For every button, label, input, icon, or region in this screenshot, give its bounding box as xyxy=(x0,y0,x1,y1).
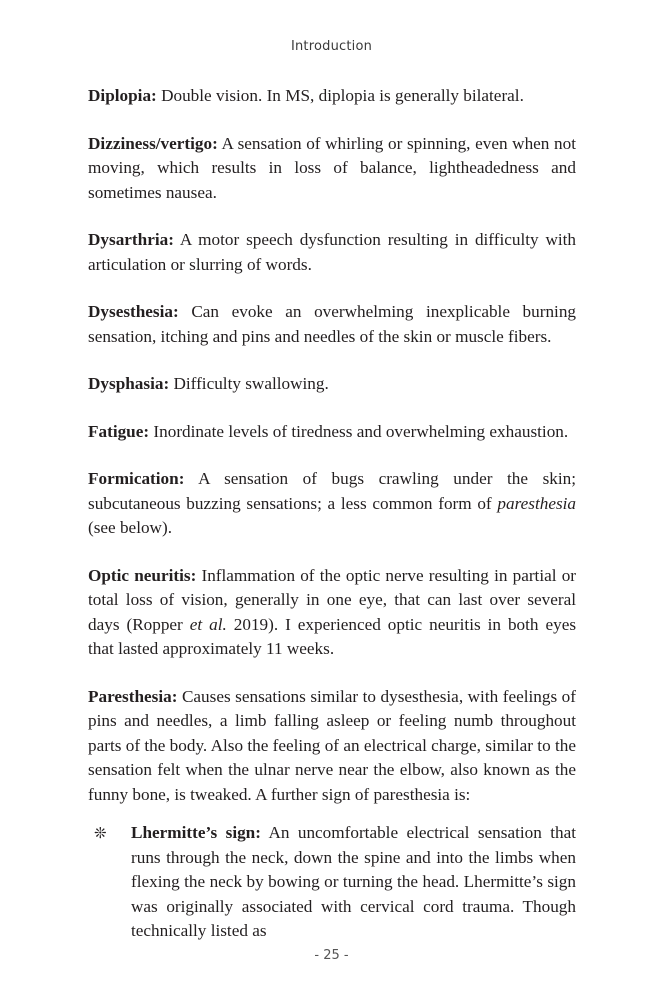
entry-definition: Inordinate levels of tiredness and overwhelming exhaustion. xyxy=(153,421,569,441)
glossary-entry-paresthesia xyxy=(88,685,576,808)
page-number: - 25 - xyxy=(314,948,349,963)
entry-definition: Can evoke an overwhelming inexplicable burning sensation, itching and pins and needles of the skin or muscle fibers. xyxy=(88,302,577,346)
entry-term: Formication: xyxy=(88,469,185,488)
entry-term: Dysesthesia: xyxy=(88,302,179,321)
entry-definition-emphasis: paresthesia xyxy=(497,493,577,513)
entry-term: Paresthesia: xyxy=(88,686,178,706)
entry-definition-end: (see below). xyxy=(88,518,172,537)
entry-term: Fatigue: xyxy=(88,421,150,441)
entry-definition: A motor speech dysfunction resulting in difficulty with articulation or slurring of words. xyxy=(88,230,577,274)
asterisk-flower-icon: ❊ xyxy=(94,824,107,842)
glossary-entry-dizziness xyxy=(88,132,576,206)
bullet-list xyxy=(88,821,576,944)
entry-term: Diplopia: xyxy=(88,86,157,105)
entry-definition-emphasis: et al. xyxy=(189,614,227,634)
glossary-entry-fatigue xyxy=(88,420,576,445)
glossary-entry-diplopia xyxy=(88,84,576,109)
entry-definition: Causes sensations similar to dysesthesia, with feelings of pins and needles, a limb falling asleep or feeling numb throughout parts of the body. Also the feeling of an electrical charge, similar to the sensation felt when the ulnar nerve near the elbow, also known as the funny bone, is tweaked. A further sign of paresthesia is: xyxy=(88,686,576,804)
glossary-entry-dysesthesia xyxy=(88,300,576,349)
entry-definition-start: A sensation of bugs crawling under the skin; subcutaneous buzzing sensations; a less common form of xyxy=(88,469,577,513)
glossary-entry-formication xyxy=(88,467,576,541)
bullet-term: Lhermitte’s sign: xyxy=(131,823,261,842)
entry-definition-end: 2019). I experienced optic neuritis in both eyes that lasted approximately 11 weeks. xyxy=(88,614,577,658)
entry-term: Dysarthria: xyxy=(88,230,174,249)
entry-term: Optic neuritis: xyxy=(88,565,197,585)
entry-term: Dizziness/vertigo: xyxy=(88,133,218,153)
list-item xyxy=(88,821,576,944)
running-head: Introduction xyxy=(290,39,373,54)
entry-term: Dysphasia: xyxy=(88,374,170,393)
page-body xyxy=(88,84,576,944)
entry-definition: Double vision. In MS, diplopia is generally bilateral. xyxy=(161,86,524,105)
glossary-entry-dysarthria xyxy=(88,228,576,277)
bullet-definition: An uncomfortable electrical sensation that runs through the neck, down the spine and into the limbs when flexing the neck by bowing or turning the head. Lhermitte’s sign was originally associated with cervical cord trauma. Though technically listed as xyxy=(131,823,576,940)
entry-definition: Difficulty swallowing. xyxy=(173,374,329,393)
glossary-entry-dysphasia xyxy=(88,372,576,397)
glossary-entry-optic-neuritis xyxy=(88,564,576,662)
entry-definition: A sensation of whirling or spinning, even when not moving, which results in loss of balance, lightheadedness and sometimes nausea. xyxy=(88,133,576,202)
entry-definition-start: Inflammation of the optic nerve resulting in partial or total loss of vision, generally in one eye, that can last over several days (Ropper xyxy=(88,565,577,634)
